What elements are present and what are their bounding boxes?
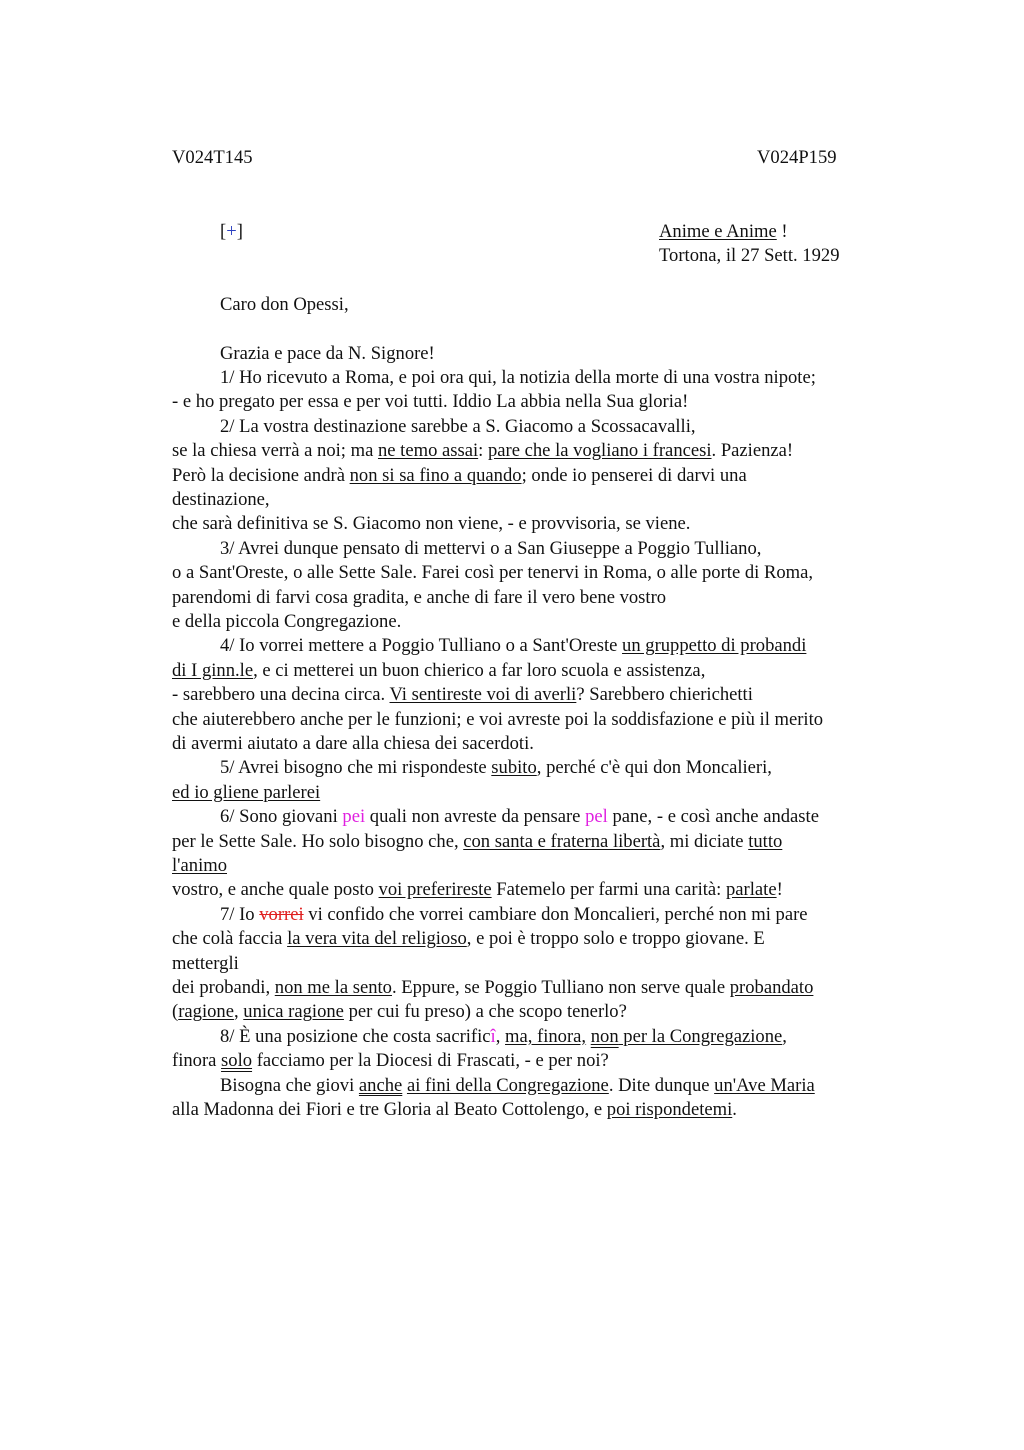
underlined-text: voi preferireste bbox=[378, 879, 492, 901]
text-segment: 1/ Ho ricevuto a Roma, e poi ora qui, la notizia della morte di una vostra nipote; bbox=[220, 367, 816, 388]
text-segment: vi confido che vorrei cambiare don Moncalieri, perché non mi pare bbox=[303, 903, 808, 925]
underlined-text: ma, finora, bbox=[505, 1025, 587, 1047]
underlined-text: non si sa fino a quando bbox=[349, 464, 522, 486]
text-segment: vostro, e anche quale posto bbox=[172, 879, 379, 901]
text-segment: ? Sarebbero chierichetti bbox=[576, 684, 753, 706]
text-line bbox=[172, 976, 813, 1000]
text-line bbox=[172, 854, 227, 878]
text-line bbox=[220, 537, 761, 561]
text-line bbox=[172, 610, 401, 634]
letter-title bbox=[659, 220, 788, 244]
text-segment: ; onde io penserei di darvi una bbox=[521, 464, 747, 486]
underlined-text: la vera vita del religioso bbox=[287, 928, 467, 950]
text-line bbox=[220, 805, 819, 829]
text-segment: 7/ Io bbox=[220, 903, 260, 925]
text-line bbox=[220, 903, 808, 927]
highlight-word: pei bbox=[342, 806, 366, 828]
underlined-text: l'animo bbox=[172, 855, 227, 876]
text-line bbox=[220, 366, 816, 390]
text-segment: 8/ È una posizione che costa sacrific bbox=[220, 1025, 491, 1047]
underlined-text: con santa e fraterna libertà bbox=[463, 830, 661, 852]
text-segment: mettergli bbox=[172, 952, 239, 974]
text-segment: 5/ Avrei bisogno che mi rispondeste bbox=[220, 757, 492, 779]
text-line bbox=[172, 464, 747, 488]
underlined-text: ne temo assai bbox=[377, 440, 479, 462]
text-segment: , mi diciate bbox=[660, 830, 749, 852]
cross-mark: [+] bbox=[220, 221, 243, 242]
text-segment: o a Sant'Oreste, o alle Sette Sale. Farei così per tenervi in Roma, o alle porte di Roma, bbox=[172, 562, 814, 584]
text-line bbox=[172, 927, 765, 951]
text-segment: - e ho pregato per essa e per voi tutti. Iddio La abbia nella Sua gloria! bbox=[172, 391, 689, 413]
text-line bbox=[172, 732, 534, 756]
underlined-text: subito bbox=[491, 757, 537, 779]
text-segment: per le Sette Sale. Ho solo bisogno che, bbox=[172, 830, 464, 852]
text-line bbox=[172, 390, 688, 414]
text-segment: che colà faccia bbox=[172, 928, 288, 950]
underlined-text: ed io gliene parlerei bbox=[172, 781, 321, 803]
salutation: Caro don Opessi, bbox=[220, 294, 349, 315]
underlined-text: anche bbox=[358, 1074, 403, 1096]
greeting: Grazia e pace da N. Signore! bbox=[220, 343, 435, 364]
underlined-text: pare che la vogliano i francesi bbox=[487, 440, 712, 462]
text-segment: 6/ Sono giovani bbox=[220, 806, 343, 828]
text-line bbox=[172, 708, 823, 732]
underlined-text: parlate bbox=[726, 879, 777, 901]
text-segment: pane, - e così anche andaste bbox=[607, 806, 819, 828]
text-line bbox=[220, 1074, 815, 1098]
text-segment: Però la decisione andrà bbox=[172, 464, 350, 486]
underlined-text: Vi sentireste voi di averli bbox=[389, 684, 577, 706]
page-code-right: V024P159 bbox=[757, 147, 837, 168]
text-segment: , bbox=[782, 1025, 787, 1047]
underlined-text: di I ginn.le bbox=[172, 659, 254, 681]
text-line bbox=[172, 659, 705, 683]
underlined-text: un gruppetto di probandi bbox=[622, 635, 807, 657]
text-segment: e della piccola Congregazione. bbox=[172, 611, 402, 632]
text-segment: che sarà definitiva se S. Giacomo non viene, - e provvisoria, se viene. bbox=[172, 513, 691, 535]
text-segment: che aiuterebbero anche per le funzioni; e voi avreste poi la soddisfazione e più il merito bbox=[172, 708, 824, 730]
text-line bbox=[220, 415, 696, 439]
text-segment: destinazione, bbox=[172, 489, 270, 510]
text-line bbox=[172, 586, 666, 610]
text-segment: , perché c'è qui don Moncalieri, bbox=[536, 757, 772, 779]
title-suffix: ! bbox=[776, 221, 788, 242]
text-segment: . Eppure, se Poggio Tulliano non serve quale bbox=[391, 977, 730, 998]
text-line bbox=[220, 634, 806, 658]
text-line bbox=[220, 1025, 787, 1049]
text-segment: di avermi aiutato a dare alla chiesa dei sacerdoti. bbox=[172, 733, 534, 754]
text-segment: facciamo per la Diocesi di Frascati, - e per noi? bbox=[252, 1050, 609, 1072]
text-line bbox=[172, 830, 782, 854]
underlined-text: per la Congregazione bbox=[618, 1025, 783, 1047]
text-segment: ! bbox=[776, 879, 783, 901]
underlined-text: non me la sento bbox=[274, 977, 392, 998]
text-segment: per cui fu preso) a che scopo tenerlo? bbox=[343, 1001, 627, 1023]
text-line bbox=[172, 1098, 737, 1122]
text-segment: quali non avreste da pensare bbox=[365, 806, 586, 828]
text-segment: : bbox=[478, 440, 488, 462]
underlined-text: unica ragione bbox=[243, 1001, 344, 1023]
underlined-text: non bbox=[590, 1025, 619, 1047]
text-line bbox=[172, 952, 239, 976]
text-segment: , bbox=[233, 1001, 244, 1023]
text-segment: dei probandi, bbox=[172, 977, 275, 998]
text-segment: , bbox=[495, 1025, 506, 1047]
text-segment: , e poi è troppo solo e troppo giovane. E bbox=[466, 928, 765, 950]
underlined-text: ai fini della Congregazione bbox=[406, 1074, 609, 1096]
text-segment: . Pazienza! bbox=[711, 440, 794, 462]
text-segment: Bisogna che giovi bbox=[220, 1074, 359, 1096]
page-code-left: V024T145 bbox=[172, 147, 253, 168]
text-segment: finora bbox=[172, 1050, 222, 1072]
underlined-text: solo bbox=[221, 1050, 253, 1072]
text-line bbox=[172, 1000, 627, 1024]
underlined-text: tutto bbox=[748, 830, 783, 852]
underlined-text: probandato bbox=[729, 977, 814, 998]
text-line bbox=[172, 878, 783, 902]
text-segment: 3/ Avrei dunque pensato di mettervi o a San Giuseppe a Poggio Tulliano, bbox=[220, 537, 762, 559]
highlight-word: î bbox=[490, 1025, 496, 1047]
text-segment: ( bbox=[172, 1001, 179, 1023]
text-segment: . bbox=[732, 1099, 737, 1120]
text-line bbox=[172, 488, 270, 512]
title-text: Anime e Anime bbox=[659, 221, 777, 242]
underlined-text: poi rispondetemi bbox=[606, 1099, 733, 1120]
underlined-text: un'Ave Maria bbox=[714, 1074, 815, 1096]
text-segment: 4/ Io vorrei mettere a Poggio Tulliano o a Sant'Oreste bbox=[220, 635, 623, 657]
underlined-text: ragione bbox=[178, 1001, 234, 1023]
text-line bbox=[220, 756, 772, 780]
text-segment: alla Madonna dei Fiori e tre Gloria al Beato Cottolengo, e bbox=[172, 1099, 607, 1120]
text-segment: se la chiesa verrà a noi; ma bbox=[172, 440, 378, 462]
place-date: Tortona, il 27 Sett. 1929 bbox=[659, 245, 840, 266]
text-line bbox=[172, 512, 690, 536]
text-segment: parendomi di farvi cosa gradita, e anche di fare il vero bene vostro bbox=[172, 586, 667, 608]
text-segment: - sarebbero una decina circa. bbox=[172, 684, 390, 706]
highlight-word: pel bbox=[585, 806, 608, 828]
text-segment: , e ci metterei un buon chierico a far loro scuola e assistenza, bbox=[253, 659, 706, 681]
text-line bbox=[172, 439, 793, 463]
text-line bbox=[172, 683, 753, 707]
text-line bbox=[172, 561, 813, 585]
plus-icon: + bbox=[226, 221, 237, 242]
text-segment: . Dite dunque bbox=[608, 1074, 715, 1096]
deleted-word: vorrei bbox=[259, 903, 304, 925]
text-line bbox=[172, 781, 320, 805]
text-segment: 2/ La vostra destinazione sarebbe a S. Giacomo a Scossacavalli, bbox=[220, 415, 696, 437]
text-line bbox=[172, 1049, 609, 1073]
text-segment: Fatemelo per farmi una carità: bbox=[491, 879, 726, 901]
